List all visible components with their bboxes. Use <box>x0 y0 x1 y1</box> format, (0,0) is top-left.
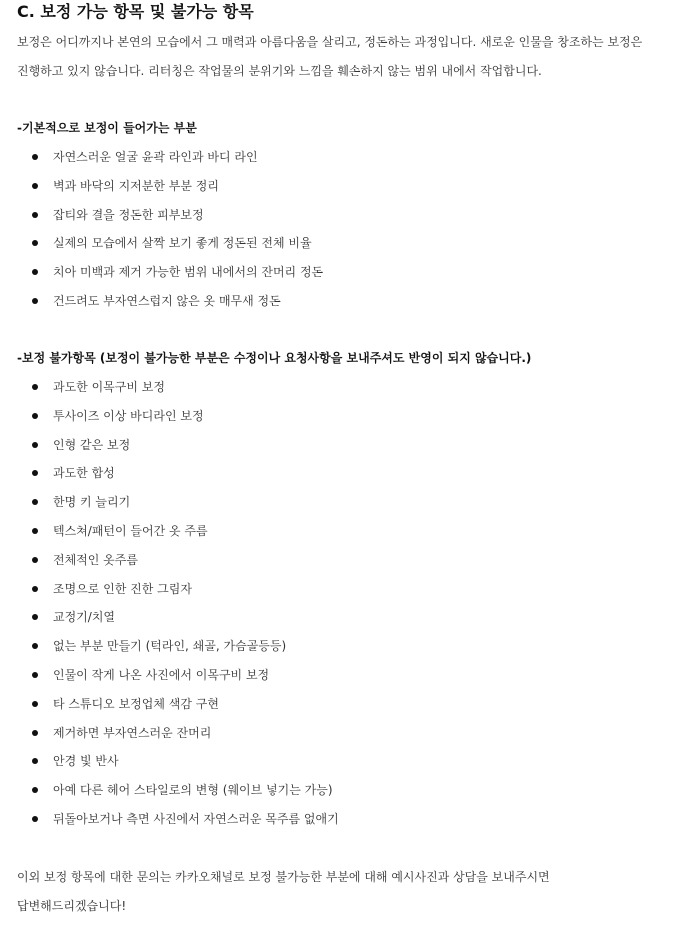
list-item-text: 없는 부분 만들기 (턱라인, 쇄골, 가슴골등등) <box>53 639 287 654</box>
list-item-text: 안경 빛 반사 <box>53 754 119 769</box>
section-title: C. 보정 가능 항목 및 불가능 항목 <box>17 2 254 21</box>
list-item-text: 제거하면 부자연스러운 잔머리 <box>53 725 212 740</box>
bullet-icon <box>32 816 38 822</box>
bullet-icon <box>32 701 38 707</box>
bullet-icon <box>32 787 38 793</box>
unavailable-retouch-heading: -보정 불가항목 (보정이 불가능한 부분은 수정이나 요청사항을 보내주셔도 반영이 되지 않습니다.) <box>17 351 532 365</box>
list-item <box>0 402 683 431</box>
list-item-text: 아예 다른 헤어 스타일로의 변형 (웨이브 넣기는 가능) <box>53 783 333 798</box>
list-item <box>0 459 683 488</box>
bullet-icon <box>32 730 38 736</box>
list-item <box>0 431 683 460</box>
list-item <box>0 201 683 230</box>
list-item <box>0 719 683 748</box>
bullet-icon <box>32 298 38 304</box>
bullet-icon <box>32 269 38 275</box>
bullet-icon <box>32 672 38 678</box>
bullet-icon <box>32 586 38 592</box>
bullet-icon <box>32 614 38 620</box>
bullet-icon <box>32 499 38 505</box>
list-item-text: 잡티와 결을 정돈한 피부보정 <box>53 207 204 222</box>
bullet-icon <box>32 643 38 649</box>
list-item-text: 교정기/치열 <box>53 610 116 625</box>
bullet-icon <box>32 442 38 448</box>
bullet-icon <box>32 384 38 390</box>
list-item <box>0 661 683 690</box>
list-item <box>0 776 683 805</box>
outro-paragraph: 이외 보정 항목에 대한 문의는 카카오채널로 보정 불가능한 부분에 대해 예시사진과 상담을 보내주시면 답변해드리겠습니다! <box>17 870 550 913</box>
bullet-icon <box>32 528 38 534</box>
basic-retouch-heading: -기본적으로 보정이 들어가는 부분 <box>17 121 197 135</box>
list-item <box>0 632 683 661</box>
list-item-text: 한명 키 늘리기 <box>53 495 131 510</box>
list-item-text: 조명으로 인한 진한 그림자 <box>53 581 192 596</box>
list-item-text: 과도한 합성 <box>53 466 115 481</box>
bullet-icon <box>32 470 38 476</box>
list-item <box>0 747 683 776</box>
list-item-text: 과도한 이목구비 보정 <box>53 380 165 394</box>
list-item <box>0 229 683 258</box>
list-item-text: 벽과 바닥의 지저분한 부분 정리 <box>53 178 219 193</box>
list-item-text: 텍스쳐/패턴이 들어간 옷 주름 <box>53 523 208 538</box>
list-item-text: 인형 같은 보정 <box>53 437 131 452</box>
list-item-text: 뒤돌아보거나 측면 사진에서 자연스러운 목주름 없애기 <box>53 811 339 826</box>
list-item <box>0 517 683 546</box>
list-item <box>0 287 683 316</box>
list-item-text: 인물이 작게 나온 사진에서 이목구비 보정 <box>53 667 270 682</box>
list-item <box>0 546 683 575</box>
list-item-text: 치아 미백과 제거 가능한 범위 내에서의 잔머리 정돈 <box>53 265 324 280</box>
list-item-text: 전체적인 옷주름 <box>53 552 138 567</box>
bullet-icon <box>32 183 38 189</box>
bullet-icon <box>32 758 38 764</box>
bullet-icon <box>32 212 38 218</box>
bullet-icon <box>32 413 38 419</box>
list-item <box>0 172 683 201</box>
list-item-text: 투사이즈 이상 바디라인 보정 <box>53 408 204 423</box>
list-item <box>0 258 683 287</box>
list-item <box>0 805 683 834</box>
list-item <box>0 690 683 719</box>
bullet-icon <box>32 557 38 563</box>
list-item-text: 실제의 모습에서 살짝 보기 좋게 정돈된 전체 비율 <box>53 236 312 251</box>
basic-retouch-list <box>0 143 683 316</box>
list-item-text: 타 스튜디오 보정업체 색감 구현 <box>53 696 219 711</box>
list-item-text: 건드려도 부자연스럽지 않은 옷 매무새 정돈 <box>53 293 281 308</box>
unavailable-retouch-list <box>0 373 683 834</box>
list-item <box>0 488 683 517</box>
list-item <box>0 143 683 172</box>
bullet-icon <box>32 154 38 160</box>
list-item <box>0 373 683 402</box>
list-item-text: 자연스러운 얼굴 윤곽 라인과 바디 라인 <box>53 150 258 164</box>
intro-paragraph: 보정은 어디까지나 본연의 모습에서 그 매력과 아름다움을 살리고, 정돈하는 과정입니다. 새로운 인물을 창조하는 보정은 진행하고 있지 않습니다. 리터칭은 작업물의 분위기와 느낌을 훼손하지 않는 범위 내에서 작업합니다. <box>17 35 643 78</box>
list-item <box>0 603 683 632</box>
list-item <box>0 575 683 604</box>
bullet-icon <box>32 240 38 246</box>
